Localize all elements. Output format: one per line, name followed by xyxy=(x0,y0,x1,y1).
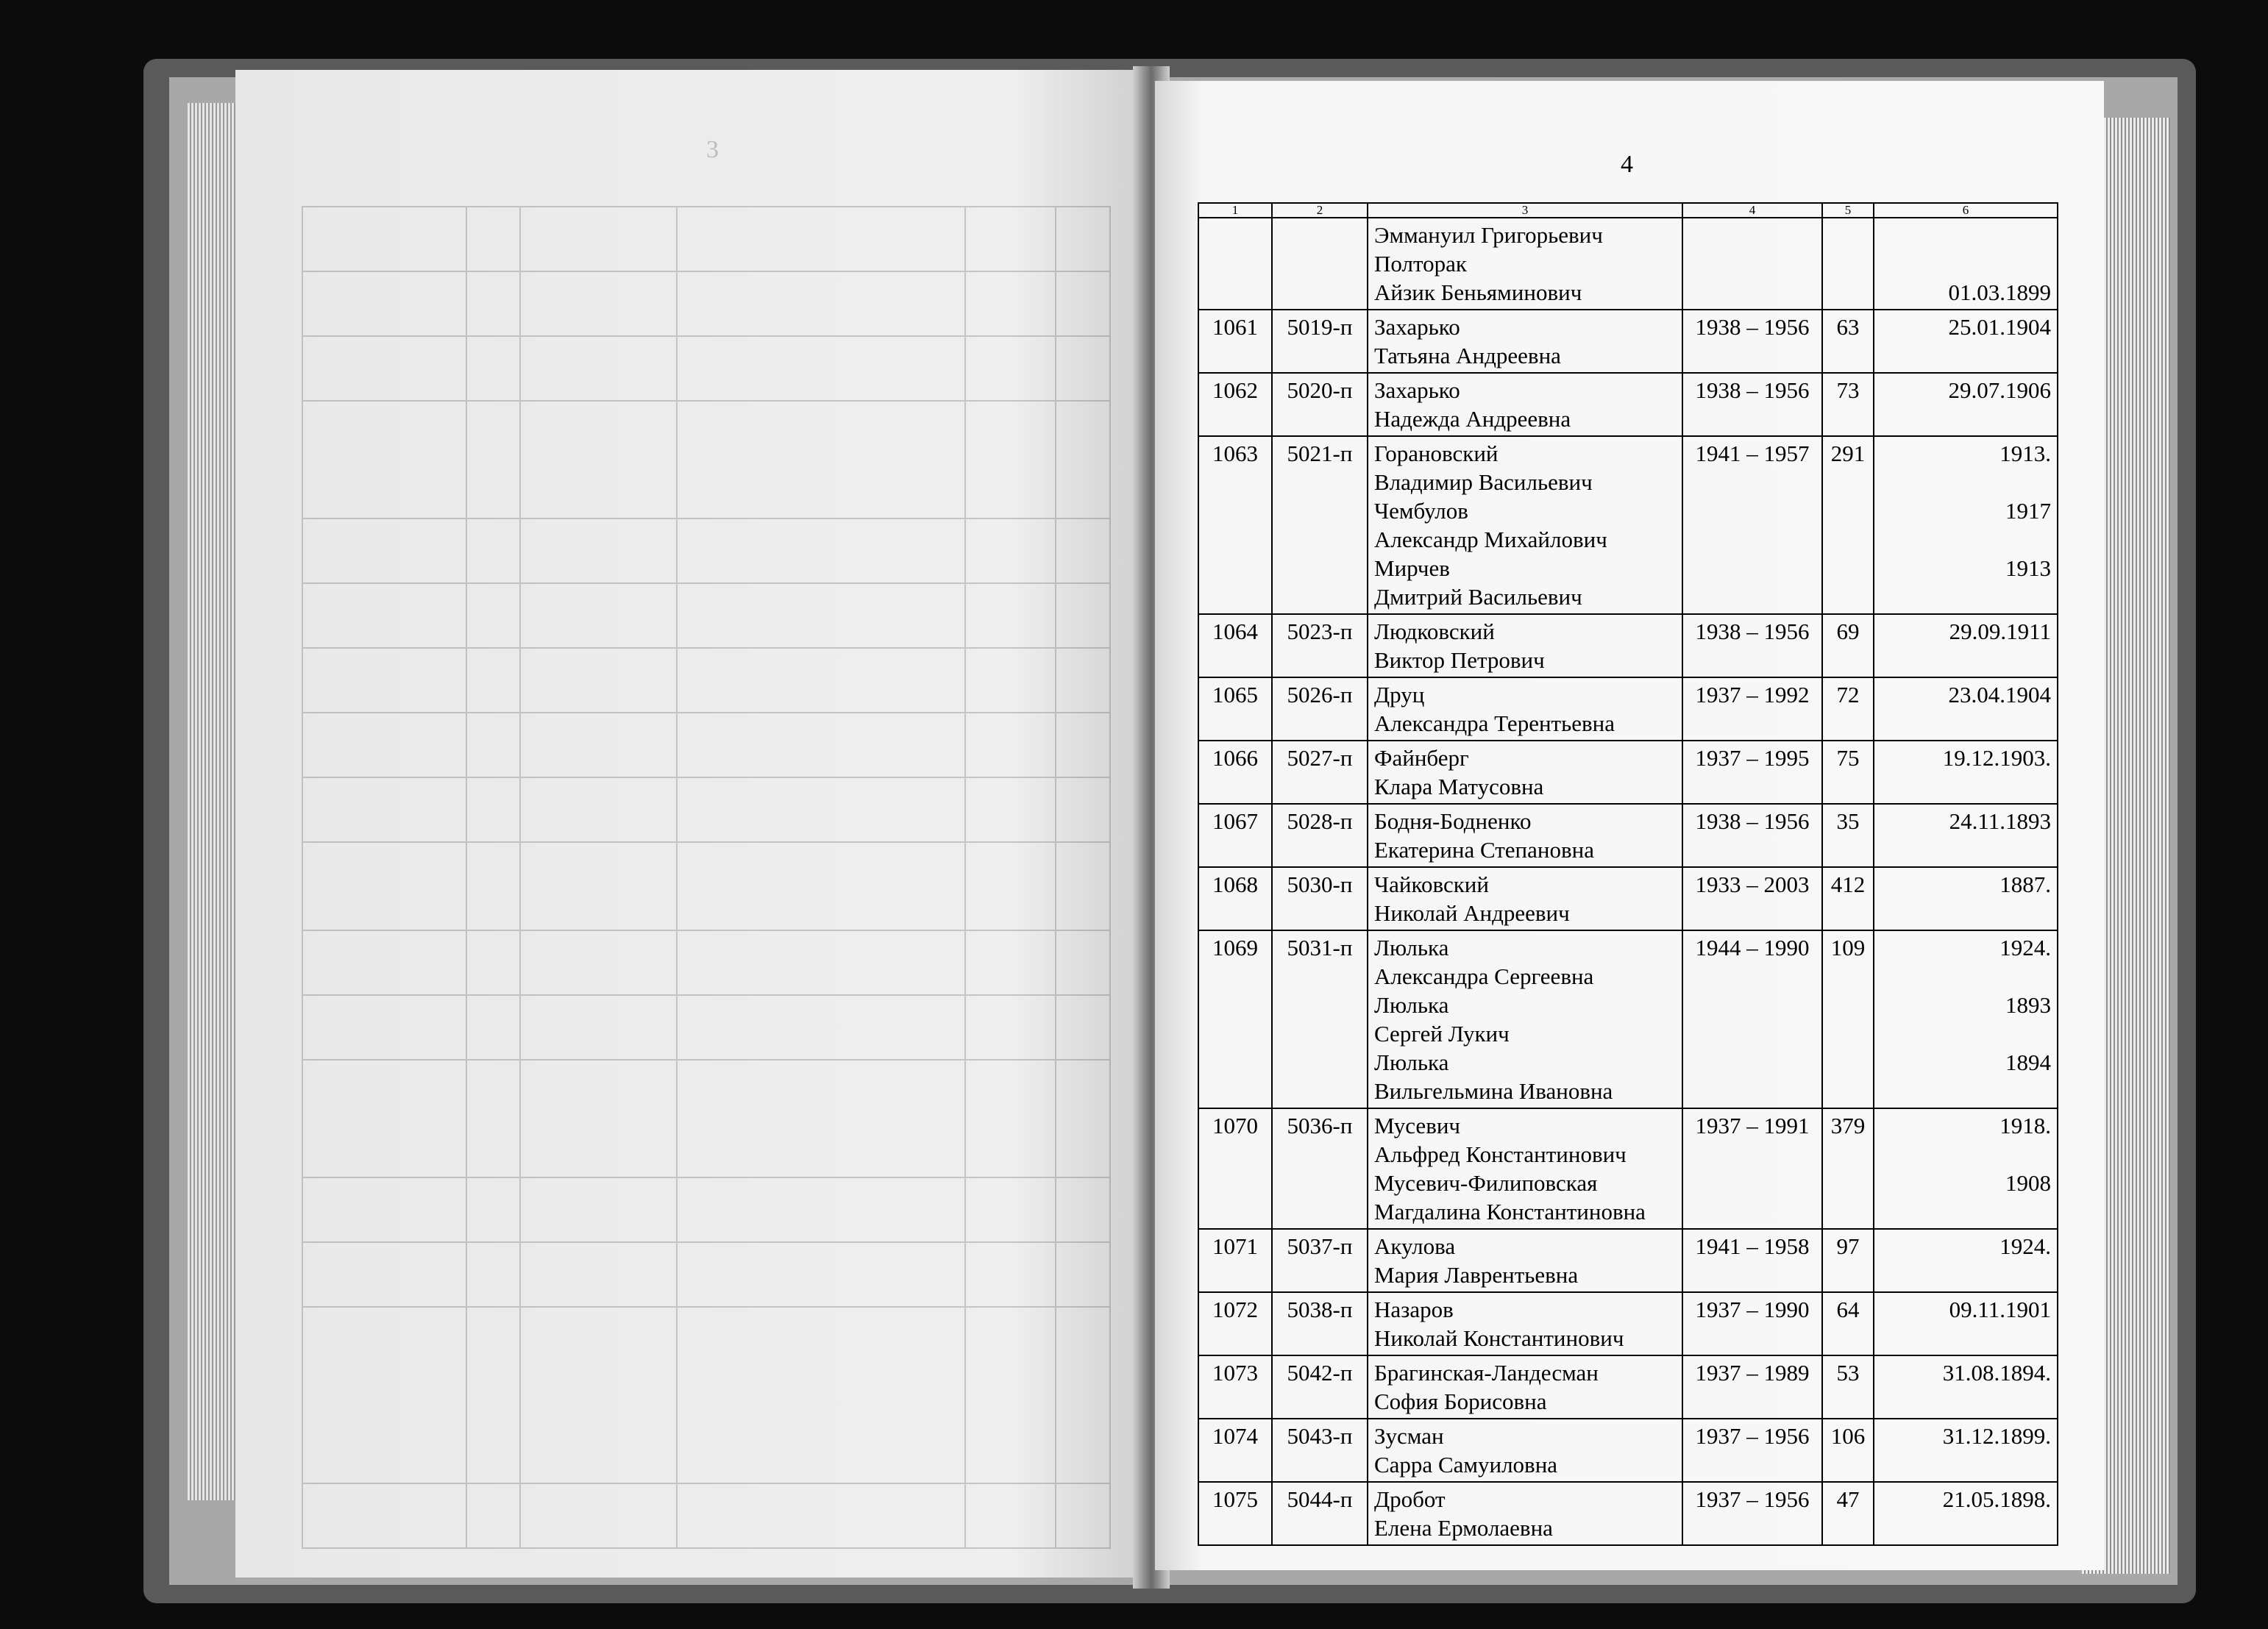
page-number: 4 xyxy=(1621,151,1633,178)
record-number: 1067 xyxy=(1198,804,1272,867)
file-code: 5027-п xyxy=(1272,741,1368,804)
person-names xyxy=(1368,310,1682,373)
date-range: 1937 – 1956 xyxy=(1682,1482,1822,1545)
file-code: 5020-п xyxy=(1272,373,1368,436)
date-range xyxy=(1682,218,1822,310)
date-line xyxy=(1880,249,2051,278)
table-row xyxy=(1198,1482,2058,1545)
date-line: 1924. xyxy=(1999,935,2051,960)
name-line: Захарько xyxy=(1374,314,1460,340)
date-line: 1887. xyxy=(1999,871,2051,897)
name-line: Мария Лаврентьевна xyxy=(1374,1262,1579,1288)
person-names xyxy=(1368,1482,1682,1545)
date-line: 1894 xyxy=(2005,1049,2051,1075)
date-range: 1938 – 1956 xyxy=(1682,804,1822,867)
date-range: 1937 – 1995 xyxy=(1682,741,1822,804)
name-line: Надежда Андреевна xyxy=(1374,406,1571,432)
birth-dates xyxy=(1874,1108,2058,1229)
date-line: 1908 xyxy=(2005,1170,2051,1196)
name-line: Брагинская-Ландесман xyxy=(1374,1360,1599,1386)
birth-dates xyxy=(1874,436,2058,614)
table-row xyxy=(1198,218,2058,310)
table-row xyxy=(1198,804,2058,867)
date-line: 21.05.1898. xyxy=(1942,1486,2051,1512)
file-code: 5026-п xyxy=(1272,677,1368,741)
name-line: Акулова xyxy=(1374,1233,1456,1259)
sheet-count: 47 xyxy=(1822,1482,1874,1545)
sheet-count: 69 xyxy=(1822,614,1874,677)
record-number: 1065 xyxy=(1198,677,1272,741)
person-names xyxy=(1368,867,1682,930)
column-number: 1 xyxy=(1198,203,1272,218)
birth-dates xyxy=(1874,218,2058,310)
table-row xyxy=(1198,1229,2058,1292)
file-code: 5042-п xyxy=(1272,1355,1368,1419)
birth-dates xyxy=(1874,373,2058,436)
record-number: 1069 xyxy=(1198,930,1272,1108)
record-number: 1066 xyxy=(1198,741,1272,804)
person-names xyxy=(1368,1419,1682,1482)
file-code: 5031-п xyxy=(1272,930,1368,1108)
date-range: 1937 – 1990 xyxy=(1682,1292,1822,1355)
person-names xyxy=(1368,373,1682,436)
date-line: 1913 xyxy=(2005,555,2051,581)
birth-dates xyxy=(1874,930,2058,1108)
sheet-count: 35 xyxy=(1822,804,1874,867)
date-line: 1917 xyxy=(2005,498,2051,524)
date-line: 1918. xyxy=(1999,1113,2051,1138)
file-code: 5021-п xyxy=(1272,436,1368,614)
left-page xyxy=(235,70,1148,1578)
sheet-count: 379 xyxy=(1822,1108,1874,1229)
column-number: 2 xyxy=(1272,203,1368,218)
name-line: Екатерина Степановна xyxy=(1374,837,1594,863)
person-names xyxy=(1368,436,1682,614)
name-line: Мирчев xyxy=(1374,555,1450,581)
name-line: Александра Сергеевна xyxy=(1374,963,1594,989)
person-names xyxy=(1368,1355,1682,1419)
column-number: 3 xyxy=(1368,203,1682,218)
date-range: 1941 – 1958 xyxy=(1682,1229,1822,1292)
date-line: 31.08.1894. xyxy=(1942,1360,2051,1386)
file-code: 5044-п xyxy=(1272,1482,1368,1545)
table-row xyxy=(1198,1355,2058,1419)
record-number: 1063 xyxy=(1198,436,1272,614)
date-line: 23.04.1904 xyxy=(1948,682,2051,707)
date-range: 1944 – 1990 xyxy=(1682,930,1822,1108)
name-line: Дмитрий Васильевич xyxy=(1374,584,1582,610)
record-number: 1075 xyxy=(1198,1482,1272,1545)
name-line: Чайковский xyxy=(1374,871,1489,897)
person-names xyxy=(1368,741,1682,804)
date-line: 31.12.1899. xyxy=(1942,1423,2051,1449)
table-row xyxy=(1198,677,2058,741)
record-number: 1071 xyxy=(1198,1229,1272,1292)
record-number: 1070 xyxy=(1198,1108,1272,1229)
name-line: Захарько xyxy=(1374,377,1460,403)
table-row xyxy=(1198,1108,2058,1229)
name-line: Владимир Васильевич xyxy=(1374,469,1593,495)
name-line: Люлька xyxy=(1374,992,1449,1018)
name-line: Полторак xyxy=(1374,251,1467,277)
name-line: Назаров xyxy=(1374,1297,1454,1322)
name-line: Александр Михайлович xyxy=(1374,527,1607,552)
person-names xyxy=(1368,677,1682,741)
date-line: 1924. xyxy=(1999,1233,2051,1259)
date-range: 1937 – 1956 xyxy=(1682,1419,1822,1482)
name-line: Чембулов xyxy=(1374,498,1468,524)
record-number: 1061 xyxy=(1198,310,1272,373)
name-line: Сарра Самуиловна xyxy=(1374,1452,1558,1477)
sheet-count: 291 xyxy=(1822,436,1874,614)
name-line: Мусевич-Филиповская xyxy=(1374,1170,1598,1196)
file-code: 5043-п xyxy=(1272,1419,1368,1482)
record-number: 1064 xyxy=(1198,614,1272,677)
date-line: 24.11.1893 xyxy=(1949,808,2051,834)
date-line: 29.09.1911 xyxy=(1949,619,2051,644)
date-line: 19.12.1903. xyxy=(1942,745,2051,771)
name-line: Николай Константинович xyxy=(1374,1325,1624,1351)
sheet-count: 412 xyxy=(1822,867,1874,930)
record-number: 1074 xyxy=(1198,1419,1272,1482)
column-number: 6 xyxy=(1874,203,2058,218)
name-line: Клара Матусовна xyxy=(1374,774,1544,799)
record-number: 1062 xyxy=(1198,373,1272,436)
table-row xyxy=(1198,1292,2058,1355)
birth-dates xyxy=(1874,677,2058,741)
date-line: 01.03.1899 xyxy=(1948,279,2051,305)
file-code: 5038-п xyxy=(1272,1292,1368,1355)
record-number: 1068 xyxy=(1198,867,1272,930)
sheet-count: 106 xyxy=(1822,1419,1874,1482)
sheet-count: 75 xyxy=(1822,741,1874,804)
date-line: 1913. xyxy=(1999,441,2051,466)
birth-dates xyxy=(1874,804,2058,867)
name-line: Людковский xyxy=(1374,619,1495,644)
date-range: 1938 – 1956 xyxy=(1682,614,1822,677)
person-names xyxy=(1368,1292,1682,1355)
table-row xyxy=(1198,614,2058,677)
name-line: Горановский xyxy=(1374,441,1499,466)
name-line: София Борисовна xyxy=(1374,1389,1547,1414)
birth-dates xyxy=(1874,1292,2058,1355)
table-row xyxy=(1198,930,2058,1108)
name-line: Елена Ермолаевна xyxy=(1374,1515,1553,1541)
birth-dates xyxy=(1874,1482,2058,1545)
file-code: 5030-п xyxy=(1272,867,1368,930)
birth-dates xyxy=(1874,310,2058,373)
name-line: Люлька xyxy=(1374,1049,1449,1075)
date-range: 1933 – 2003 xyxy=(1682,867,1822,930)
date-line: 1893 xyxy=(2005,992,2051,1018)
name-line: Айзик Беньяминович xyxy=(1374,279,1582,305)
name-line: Люлька xyxy=(1374,935,1449,960)
name-line: Виктор Петрович xyxy=(1374,647,1545,673)
date-line: 25.01.1904 xyxy=(1948,314,2051,340)
person-names xyxy=(1368,930,1682,1108)
name-line: Татьяна Андреевна xyxy=(1374,343,1561,368)
sheet-count: 63 xyxy=(1822,310,1874,373)
name-line: Сергей Лукич xyxy=(1374,1021,1510,1047)
name-line: Вильгельмина Ивановна xyxy=(1374,1078,1613,1104)
birth-dates xyxy=(1874,1355,2058,1419)
name-line: Николай Андреевич xyxy=(1374,900,1570,926)
date-range: 1937 – 1989 xyxy=(1682,1355,1822,1419)
person-names xyxy=(1368,1108,1682,1229)
table-row xyxy=(1198,1419,2058,1482)
sheet-count: 53 xyxy=(1822,1355,1874,1419)
name-line: Александра Терентьевна xyxy=(1374,710,1615,736)
name-line: Эммануил Григорьевич xyxy=(1374,222,1603,248)
birth-dates xyxy=(1874,741,2058,804)
date-range: 1937 – 1992 xyxy=(1682,677,1822,741)
column-number: 5 xyxy=(1822,203,1874,218)
birth-dates xyxy=(1874,1229,2058,1292)
birth-dates xyxy=(1874,867,2058,930)
ghost-page-number: 3 xyxy=(706,136,719,163)
records-table xyxy=(1198,202,2058,1546)
date-line: 29.07.1906 xyxy=(1948,377,2051,403)
date-range: 1941 – 1957 xyxy=(1682,436,1822,614)
table-row xyxy=(1198,436,2058,614)
date-range: 1938 – 1956 xyxy=(1682,310,1822,373)
sheet-count: 109 xyxy=(1822,930,1874,1108)
person-names xyxy=(1368,804,1682,867)
table-row xyxy=(1198,867,2058,930)
record-number xyxy=(1198,218,1272,310)
sheet-count: 64 xyxy=(1822,1292,1874,1355)
birth-dates xyxy=(1874,1419,2058,1482)
table-row xyxy=(1198,373,2058,436)
person-names xyxy=(1368,218,1682,310)
column-number: 4 xyxy=(1682,203,1822,218)
table-row xyxy=(1198,310,2058,373)
date-line xyxy=(1880,221,2051,249)
name-line: Дробот xyxy=(1374,1486,1446,1512)
date-line: 09.11.1901 xyxy=(1949,1297,2051,1322)
person-names xyxy=(1368,1229,1682,1292)
date-range: 1937 – 1991 xyxy=(1682,1108,1822,1229)
record-number: 1072 xyxy=(1198,1292,1272,1355)
sheet-count xyxy=(1822,218,1874,310)
name-line: Зусман xyxy=(1374,1423,1444,1449)
bleed-through-table xyxy=(302,206,1111,1508)
name-line: Мусевич xyxy=(1374,1113,1461,1138)
birth-dates xyxy=(1874,614,2058,677)
name-line: Альфред Константинович xyxy=(1374,1141,1627,1167)
name-line: Файнберг xyxy=(1374,745,1469,771)
date-range: 1938 – 1956 xyxy=(1682,373,1822,436)
file-code: 5023-п xyxy=(1272,614,1368,677)
file-code: 5037-п xyxy=(1272,1229,1368,1292)
name-line: Бодня-Бодненко xyxy=(1374,808,1532,834)
person-names xyxy=(1368,614,1682,677)
name-line: Магдалина Константиновна xyxy=(1374,1199,1646,1225)
file-code: 5028-п xyxy=(1272,804,1368,867)
sheet-count: 73 xyxy=(1822,373,1874,436)
file-code: 5019-п xyxy=(1272,310,1368,373)
name-line: Друц xyxy=(1374,682,1425,707)
sheet-count: 97 xyxy=(1822,1229,1874,1292)
file-code xyxy=(1272,218,1368,310)
record-number: 1073 xyxy=(1198,1355,1272,1419)
table-row xyxy=(1198,741,2058,804)
sheet-count: 72 xyxy=(1822,677,1874,741)
column-number-row xyxy=(1198,203,2058,218)
file-code: 5036-п xyxy=(1272,1108,1368,1229)
